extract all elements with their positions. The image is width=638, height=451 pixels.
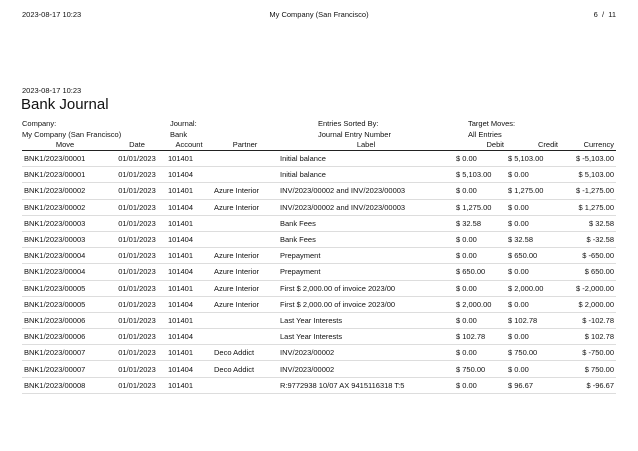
- cell-partner: Azure Interior: [212, 248, 278, 264]
- table-row: [22, 264, 616, 280]
- meta-target-label: Target Moves:: [468, 119, 516, 128]
- meta-company-value: My Company (San Francisco): [22, 130, 122, 139]
- page-counter: [594, 10, 616, 19]
- cell-date: 01/01/2023: [108, 151, 166, 167]
- cell-move: BNK1/2023/00003: [22, 215, 108, 231]
- cell-move: BNK1/2023/00007: [22, 345, 108, 361]
- cell-date: 01/01/2023: [108, 296, 166, 312]
- cell-currency: $ -2,000.00: [560, 280, 616, 296]
- meta-company-label: Company:: [22, 119, 57, 128]
- cell-currency: $ -32.58: [560, 231, 616, 247]
- table-row: [22, 248, 616, 264]
- meta-sorted-by: [318, 118, 391, 140]
- print-datetime: 2023-08-17 10:23: [22, 10, 82, 19]
- cell-move: BNK1/2023/00003: [22, 231, 108, 247]
- cell-date: 01/01/2023: [108, 215, 166, 231]
- cell-label: Initial balance: [278, 151, 454, 167]
- cell-credit: $ 0.00: [506, 296, 560, 312]
- table-row: [22, 183, 616, 199]
- cell-label: Bank Fees: [278, 215, 454, 231]
- cell-label: Last Year Interests: [278, 329, 454, 345]
- cell-label: INV/2023/00002 and INV/2023/00003: [278, 183, 454, 199]
- cell-account: 101404: [166, 199, 212, 215]
- page-total: 11: [608, 10, 616, 19]
- cell-partner: Deco Addict: [212, 345, 278, 361]
- cell-label: Initial balance: [278, 167, 454, 183]
- meta-company: [22, 118, 121, 140]
- cell-currency: $ -1,275.00: [560, 183, 616, 199]
- cell-partner: [212, 167, 278, 183]
- cell-debit: $ 32.58: [454, 215, 506, 231]
- cell-debit: $ 102.78: [454, 329, 506, 345]
- cell-move: BNK1/2023/00001: [22, 167, 108, 183]
- cell-move: BNK1/2023/00005: [22, 296, 108, 312]
- cell-date: 01/01/2023: [108, 280, 166, 296]
- cell-credit: $ 0.00: [506, 215, 560, 231]
- column-header-partner: Partner: [212, 140, 278, 151]
- cell-account: 101401: [166, 312, 212, 328]
- cell-credit: $ 0.00: [506, 167, 560, 183]
- cell-currency: $ -750.00: [560, 345, 616, 361]
- cell-partner: [212, 377, 278, 393]
- table-row: [22, 345, 616, 361]
- cell-debit: $ 0.00: [454, 345, 506, 361]
- cell-partner: Azure Interior: [212, 183, 278, 199]
- meta-sorted-label: Entries Sorted By:: [318, 119, 379, 128]
- cell-date: 01/01/2023: [108, 329, 166, 345]
- cell-move: BNK1/2023/00007: [22, 361, 108, 377]
- cell-move: BNK1/2023/00001: [22, 151, 108, 167]
- table-header-row: [22, 140, 616, 151]
- cell-currency: $ 2,000.00: [560, 296, 616, 312]
- cell-label: Prepayment: [278, 248, 454, 264]
- cell-account: 101401: [166, 215, 212, 231]
- page-title: Bank Journal: [21, 96, 109, 113]
- cell-partner: [212, 215, 278, 231]
- cell-label: Prepayment: [278, 264, 454, 280]
- meta-sorted-value: Journal Entry Number: [318, 130, 391, 139]
- cell-credit: $ 5,103.00: [506, 151, 560, 167]
- cell-currency: $ 650.00: [560, 264, 616, 280]
- table-row: [22, 151, 616, 167]
- cell-credit: $ 0.00: [506, 199, 560, 215]
- cell-currency: $ -650.00: [560, 248, 616, 264]
- cell-debit: $ 1,275.00: [454, 199, 506, 215]
- meta-journal-value: Bank: [170, 130, 188, 139]
- cell-credit: $ 750.00: [506, 345, 560, 361]
- cell-currency: $ 102.78: [560, 329, 616, 345]
- cell-credit: $ 0.00: [506, 264, 560, 280]
- cell-debit: $ 0.00: [454, 231, 506, 247]
- cell-account: 101404: [166, 296, 212, 312]
- report-date: 2023-08-17 10:23: [22, 86, 82, 95]
- meta-journal-label: Journal:: [170, 119, 197, 128]
- cell-currency: $ 750.00: [560, 361, 616, 377]
- cell-debit: $ 5,103.00: [454, 167, 506, 183]
- cell-label: First $ 2,000.00 of invoice 2023/00: [278, 280, 454, 296]
- cell-account: 101404: [166, 361, 212, 377]
- cell-move: BNK1/2023/00005: [22, 280, 108, 296]
- cell-label: Bank Fees: [278, 231, 454, 247]
- cell-label: INV/2023/00002: [278, 345, 454, 361]
- report-meta: [22, 118, 616, 140]
- cell-debit: $ 0.00: [454, 248, 506, 264]
- table-row: [22, 296, 616, 312]
- cell-date: 01/01/2023: [108, 264, 166, 280]
- column-header-label: Label: [278, 140, 454, 151]
- cell-debit: $ 0.00: [454, 183, 506, 199]
- cell-partner: [212, 312, 278, 328]
- meta-journal: [170, 118, 197, 140]
- cell-label: R:9772938 10/07 AX 9415116318 T:5: [278, 377, 454, 393]
- column-header-currency: Currency: [560, 140, 616, 151]
- cell-date: 01/01/2023: [108, 231, 166, 247]
- journal-table: [22, 140, 616, 394]
- cell-account: 101401: [166, 280, 212, 296]
- table-body: [22, 151, 616, 394]
- column-header-debit: Debit: [454, 140, 506, 151]
- column-header-credit: Credit: [506, 140, 560, 151]
- table-row: [22, 199, 616, 215]
- cell-date: 01/01/2023: [108, 312, 166, 328]
- cell-partner: Azure Interior: [212, 296, 278, 312]
- cell-label: INV/2023/00002: [278, 361, 454, 377]
- cell-credit: $ 1,275.00: [506, 183, 560, 199]
- cell-debit: $ 0.00: [454, 377, 506, 393]
- cell-account: 101401: [166, 151, 212, 167]
- print-company: My Company (San Francisco): [269, 10, 369, 19]
- cell-date: 01/01/2023: [108, 377, 166, 393]
- cell-account: 101401: [166, 345, 212, 361]
- cell-partner: [212, 151, 278, 167]
- cell-move: BNK1/2023/00008: [22, 377, 108, 393]
- cell-account: 101404: [166, 329, 212, 345]
- cell-date: 01/01/2023: [108, 361, 166, 377]
- cell-credit: $ 96.67: [506, 377, 560, 393]
- table-row: [22, 167, 616, 183]
- cell-partner: [212, 231, 278, 247]
- page-current: 6: [593, 10, 598, 19]
- cell-date: 01/01/2023: [108, 167, 166, 183]
- cell-label: INV/2023/00002 and INV/2023/00003: [278, 199, 454, 215]
- cell-account: 101404: [166, 231, 212, 247]
- cell-credit: $ 650.00: [506, 248, 560, 264]
- cell-debit: $ 650.00: [454, 264, 506, 280]
- cell-account: 101404: [166, 264, 212, 280]
- cell-currency: $ 5,103.00: [560, 167, 616, 183]
- cell-credit: $ 0.00: [506, 329, 560, 345]
- cell-move: BNK1/2023/00006: [22, 329, 108, 345]
- table-row: [22, 361, 616, 377]
- meta-target-value: All Entries: [468, 130, 502, 139]
- table-row: [22, 377, 616, 393]
- cell-date: 01/01/2023: [108, 183, 166, 199]
- cell-debit: $ 0.00: [454, 151, 506, 167]
- cell-currency: $ -102.78: [560, 312, 616, 328]
- cell-debit: $ 2,000.00: [454, 296, 506, 312]
- cell-credit: $ 32.58: [506, 231, 560, 247]
- cell-debit: $ 750.00: [454, 361, 506, 377]
- cell-account: 101401: [166, 248, 212, 264]
- cell-currency: $ -96.67: [560, 377, 616, 393]
- cell-currency: $ -5,103.00: [560, 151, 616, 167]
- page-separator: /: [601, 10, 605, 19]
- cell-partner: [212, 329, 278, 345]
- column-header-date: Date: [108, 140, 166, 151]
- cell-partner: Azure Interior: [212, 264, 278, 280]
- cell-debit: $ 0.00: [454, 312, 506, 328]
- table-row: [22, 215, 616, 231]
- cell-partner: Deco Addict: [212, 361, 278, 377]
- table-row: [22, 231, 616, 247]
- cell-move: BNK1/2023/00002: [22, 199, 108, 215]
- cell-move: BNK1/2023/00004: [22, 248, 108, 264]
- table-row: [22, 312, 616, 328]
- table-row: [22, 280, 616, 296]
- cell-move: BNK1/2023/00002: [22, 183, 108, 199]
- cell-partner: Azure Interior: [212, 199, 278, 215]
- column-header-move: Move: [22, 140, 108, 151]
- cell-currency: $ 32.58: [560, 215, 616, 231]
- column-header-account: Account: [166, 140, 212, 151]
- cell-label: First $ 2,000.00 of invoice 2023/00: [278, 296, 454, 312]
- cell-partner: Azure Interior: [212, 280, 278, 296]
- table-row: [22, 329, 616, 345]
- cell-account: 101401: [166, 183, 212, 199]
- cell-move: BNK1/2023/00006: [22, 312, 108, 328]
- cell-account: 101404: [166, 167, 212, 183]
- cell-credit: $ 102.78: [506, 312, 560, 328]
- cell-debit: $ 0.00: [454, 280, 506, 296]
- cell-move: BNK1/2023/00004: [22, 264, 108, 280]
- cell-account: 101401: [166, 377, 212, 393]
- cell-date: 01/01/2023: [108, 345, 166, 361]
- cell-date: 01/01/2023: [108, 199, 166, 215]
- meta-target-moves: [468, 118, 515, 140]
- cell-credit: $ 2,000.00: [506, 280, 560, 296]
- cell-label: Last Year Interests: [278, 312, 454, 328]
- cell-date: 01/01/2023: [108, 248, 166, 264]
- cell-currency: $ 1,275.00: [560, 199, 616, 215]
- print-header: [0, 10, 638, 24]
- cell-credit: $ 0.00: [506, 361, 560, 377]
